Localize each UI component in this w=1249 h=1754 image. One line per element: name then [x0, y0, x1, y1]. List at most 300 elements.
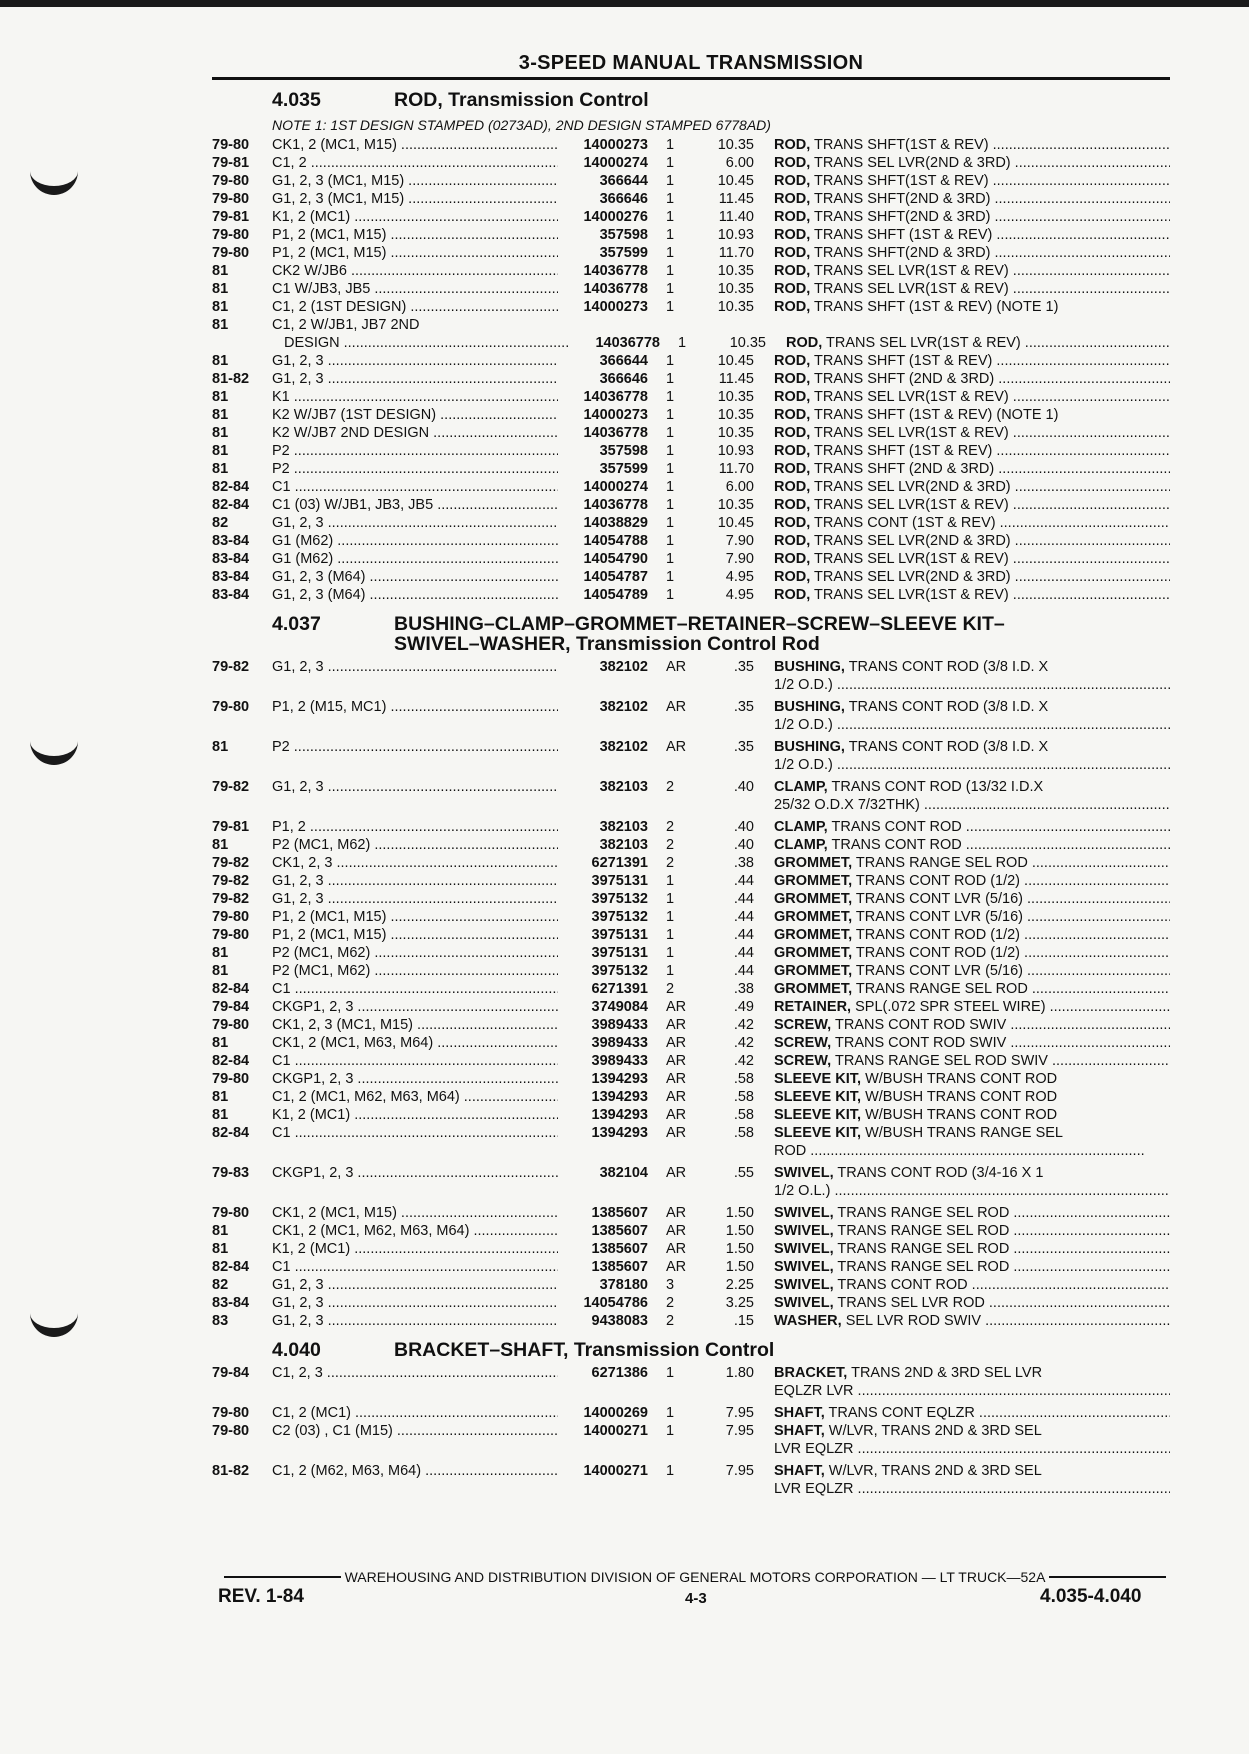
part-number: 14000271 — [583, 1463, 648, 1479]
quantity: 1 — [666, 461, 675, 477]
quantity: 1 — [666, 425, 675, 441]
model-year: 79-83 — [212, 1165, 250, 1181]
quantity: 1 — [666, 353, 675, 369]
table-row — [212, 1016, 1170, 1034]
quantity: AR — [666, 1125, 687, 1141]
part-name-detail: TRANS SHFT (2ND & 3RD) — [814, 371, 995, 387]
price: 1.50 — [725, 1223, 754, 1239]
part-name — [754, 208, 1170, 226]
table-row — [212, 388, 1170, 406]
part-number: 14054786 — [583, 1295, 648, 1311]
quantity: 1 — [666, 891, 675, 907]
model-year: 81 — [212, 963, 229, 979]
page-header-title: 3-SPEED MANUAL TRANSMISSION — [212, 52, 1170, 80]
model-year: 79-82 — [212, 891, 250, 907]
model-year: 82-84 — [212, 497, 250, 513]
part-name-detail: TRANS CONT ROD (3/4-16 X 1 — [837, 1165, 1044, 1181]
model-year: 79-80 — [212, 927, 250, 943]
part-name-detail: TRANS SEL LVR(2ND & 3RD) — [814, 479, 1011, 495]
part-name-detail: TRANS SHFT (1ST & REV) — [814, 353, 993, 369]
table-row — [212, 370, 1170, 388]
vehicle-description: CK1, 2, 3 ..... — [272, 854, 558, 872]
quantity: 1 — [666, 963, 675, 979]
table-row — [212, 496, 1170, 514]
part-name-keyword: ROD, — [774, 497, 811, 513]
part-name — [754, 532, 1170, 550]
part-number: 6271391 — [591, 855, 648, 871]
table-row — [212, 980, 1170, 998]
part-name-detail: TRANS RANGE SEL ROD — [837, 1259, 1010, 1275]
part-number-empty — [558, 796, 648, 814]
price: .15 — [733, 1313, 754, 1329]
part-name-keyword: SLEEVE KIT, — [774, 1071, 862, 1087]
price: .58 — [733, 1089, 754, 1105]
table-row — [212, 262, 1170, 280]
quantity: 1 — [666, 1405, 675, 1421]
parts-table — [212, 1364, 1170, 1498]
part-name — [754, 226, 1170, 244]
table-row — [212, 1034, 1170, 1052]
part-name-keyword: GROMMET, — [774, 927, 853, 943]
footer-rule-right — [1049, 1576, 1166, 1578]
quantity: 1 — [666, 173, 675, 189]
price-empty — [696, 1142, 754, 1160]
part-name-detail: W/LVR, TRANS 2ND & 3RD SEL — [828, 1463, 1042, 1479]
part-name — [754, 738, 1170, 756]
quantity: 1 — [666, 155, 675, 171]
table-row — [212, 658, 1170, 676]
quantity: AR — [666, 1259, 687, 1275]
quantity: 1 — [666, 569, 675, 585]
part-name-keyword: RETAINER, — [774, 999, 852, 1015]
price-empty — [696, 716, 754, 734]
vehicle-description: G1, 2, 3 ..... — [272, 352, 558, 370]
part-name-keyword: BUSHING, — [774, 699, 845, 715]
part-name — [754, 1240, 1170, 1258]
part-name — [754, 388, 1170, 406]
quantity: 1 — [678, 335, 687, 351]
vehicle-description-empty — [272, 1382, 558, 1400]
part-name — [754, 854, 1170, 872]
part-name-continuation: 25/32 O.D.X 7/32THK) ..... — [754, 796, 1170, 814]
table-row — [212, 514, 1170, 532]
model-year: 81 — [212, 837, 229, 853]
vehicle-description: C1 W/JB3, JB5 ..... — [272, 280, 558, 298]
table-row-continuation — [212, 1142, 1170, 1160]
part-name — [754, 1106, 1170, 1124]
vehicle-description: G1, 2, 3 (MC1, M15) ..... — [272, 190, 558, 208]
vehicle-description: G1, 2, 3 (M64) ..... — [272, 586, 558, 604]
vehicle-description: CK1, 2 (MC1, M63, M64) ..... — [272, 1034, 558, 1052]
vehicle-description-empty — [272, 716, 558, 734]
price: 1.50 — [725, 1259, 754, 1275]
table-row — [212, 1276, 1170, 1294]
part-number-empty — [558, 1480, 648, 1498]
part-number: 382103 — [599, 779, 648, 795]
price: .42 — [733, 1053, 754, 1069]
quantity: 1 — [666, 927, 675, 943]
part-name-keyword: ROD, — [774, 209, 811, 225]
model-year-empty — [212, 756, 272, 774]
model-year: 82 — [212, 515, 229, 531]
parts-table — [212, 658, 1170, 1330]
price: .44 — [733, 927, 754, 943]
table-row — [212, 424, 1170, 442]
part-number: 357599 — [599, 245, 648, 261]
part-name — [754, 998, 1170, 1016]
part-name-keyword: SWIVEL, — [774, 1205, 834, 1221]
part-name-detail: TRANS SEL LVR(1ST & REV) — [814, 551, 1009, 567]
vehicle-description: CKGP1, 2, 3 ..... — [272, 998, 558, 1016]
table-row — [212, 460, 1170, 478]
vehicle-description: G1, 2, 3 ..... — [272, 872, 558, 890]
table-row — [212, 550, 1170, 568]
part-name — [754, 1258, 1170, 1276]
vehicle-description: CK1, 2 (MC1, M15) ..... — [272, 1204, 558, 1222]
price: 7.95 — [725, 1423, 754, 1439]
price: 2.25 — [725, 1277, 754, 1293]
part-number: 378180 — [599, 1277, 648, 1293]
table-row — [212, 926, 1170, 944]
part-name — [754, 944, 1170, 962]
part-name-continuation: LVR EQLZR ..... — [754, 1440, 1170, 1458]
part-name — [754, 406, 1170, 424]
table-row — [212, 316, 1170, 334]
model-year: 81-82 — [212, 371, 250, 387]
table-row — [212, 1404, 1170, 1422]
part-name — [754, 1124, 1170, 1142]
part-number: 366644 — [599, 173, 648, 189]
table-row — [212, 442, 1170, 460]
part-name — [754, 280, 1170, 298]
quantity-empty — [648, 1382, 696, 1400]
model-year: 83-84 — [212, 1295, 250, 1311]
part-number: 357598 — [599, 227, 648, 243]
part-number: 3975131 — [591, 945, 648, 961]
quantity — [648, 316, 696, 334]
part-number: 14000269 — [583, 1405, 648, 1421]
table-row — [212, 944, 1170, 962]
price: 10.35 — [717, 299, 754, 315]
part-name-detail: TRANS RANGE SEL ROD — [837, 1223, 1010, 1239]
part-name-keyword: SCREW, — [774, 1053, 832, 1069]
part-name-keyword: SWIVEL, — [774, 1295, 834, 1311]
part-number: 1385607 — [591, 1223, 648, 1239]
table-row — [212, 280, 1170, 298]
part-name-detail: W/BUSH TRANS CONT ROD — [865, 1107, 1058, 1123]
part-number: 14054788 — [583, 533, 648, 549]
model-year: 79-80 — [212, 1405, 250, 1421]
table-row — [212, 998, 1170, 1016]
price: 10.45 — [717, 173, 754, 189]
quantity: 1 — [666, 909, 675, 925]
part-number: 382103 — [599, 819, 648, 835]
quantity: AR — [666, 1089, 687, 1105]
part-name-keyword: ROD, — [774, 245, 811, 261]
model-year: 81 — [212, 389, 229, 405]
model-year: 81 — [212, 461, 229, 477]
quantity: 1 — [666, 1423, 675, 1439]
vehicle-description: P1, 2 (M15, MC1) ..... — [272, 698, 558, 716]
price: 10.35 — [717, 263, 754, 279]
part-name-keyword: ROD, — [774, 551, 811, 567]
part-number: 382102 — [599, 659, 648, 675]
part-name-keyword: SHAFT, — [774, 1423, 825, 1439]
price: .44 — [733, 945, 754, 961]
part-number: 357598 — [599, 443, 648, 459]
table-row — [212, 136, 1170, 154]
part-name — [754, 1294, 1170, 1312]
price: .44 — [733, 873, 754, 889]
model-year: 79-80 — [212, 1017, 250, 1033]
vehicle-description: C1, 2 (M62, M63, M64) ..... — [272, 1462, 558, 1480]
part-name-continuation: ROD ..... — [754, 1142, 1170, 1160]
quantity: 1 — [666, 209, 675, 225]
vehicle-description-empty — [272, 756, 558, 774]
part-name-detail: TRANS SHFT(2ND & 3RD) — [814, 209, 991, 225]
model-year: 79-82 — [212, 659, 250, 675]
section-heading — [212, 614, 1170, 654]
vehicle-description: P2 ..... — [272, 460, 558, 478]
part-name-detail: TRANS CONT (1ST & REV) — [814, 515, 996, 531]
price: 10.35 — [717, 137, 754, 153]
part-name-detail: TRANS CONT ROD (1/2) — [855, 873, 1021, 889]
part-name-detail: TRANS CONT ROD (3/8 I.D. X — [848, 739, 1049, 755]
vehicle-description-empty — [272, 1480, 558, 1498]
table-row — [212, 1088, 1170, 1106]
price: .35 — [733, 699, 754, 715]
quantity: 1 — [666, 497, 675, 513]
part-name — [754, 658, 1170, 676]
price: 10.35 — [717, 281, 754, 297]
part-name — [754, 1204, 1170, 1222]
part-name-keyword: GROMMET, — [774, 909, 853, 925]
quantity: 1 — [666, 137, 675, 153]
table-row — [212, 1052, 1170, 1070]
model-year: 82 — [212, 1277, 229, 1293]
price: .58 — [733, 1071, 754, 1087]
part-number: 14000271 — [583, 1423, 648, 1439]
quantity: 1 — [666, 551, 675, 567]
vehicle-description-empty — [272, 676, 558, 694]
part-name-keyword: ROD, — [774, 155, 811, 171]
vehicle-description: K2 W/JB7 (1ST DESIGN) ..... — [272, 406, 558, 424]
table-row — [212, 836, 1170, 854]
price: .38 — [733, 855, 754, 871]
quantity-empty — [648, 1480, 696, 1498]
part-name-keyword: ROD, — [774, 263, 811, 279]
section-title-line: BRACKET–SHAFT, Transmission Control — [394, 1339, 775, 1361]
part-name-detail: TRANS CONT ROD — [837, 1277, 968, 1293]
vehicle-description: CK1, 2 (MC1, M15) ..... — [272, 136, 558, 154]
part-name-detail: TRANS CONT ROD (1/2) — [855, 945, 1021, 961]
vehicle-description: P2 (MC1, M62) ..... — [272, 836, 558, 854]
part-name-keyword: SWIVEL, — [774, 1223, 834, 1239]
price: .44 — [733, 909, 754, 925]
part-name — [754, 370, 1170, 388]
part-name-keyword: GROMMET, — [774, 981, 853, 997]
price: .35 — [733, 739, 754, 755]
part-number: 1385607 — [591, 1205, 648, 1221]
part-number: 366644 — [599, 353, 648, 369]
vehicle-description: CKGP1, 2, 3 ..... — [272, 1164, 558, 1182]
price-empty — [696, 1480, 754, 1498]
table-row — [212, 406, 1170, 424]
part-number: 382102 — [599, 739, 648, 755]
quantity: 1 — [666, 407, 675, 423]
model-year: 79-80 — [212, 245, 250, 261]
part-name-keyword: BUSHING, — [774, 739, 845, 755]
part-name-keyword: ROD, — [774, 137, 811, 153]
vehicle-description: G1, 2, 3 (M64) ..... — [272, 568, 558, 586]
part-name-detail: TRANS CONT LVR (5/16) — [855, 909, 1023, 925]
vehicle-description: C1, 2 (MC1, M62, M63, M64) ..... — [272, 1088, 558, 1106]
price: 10.35 — [717, 425, 754, 441]
part-name — [754, 1222, 1170, 1240]
part-name-keyword: GROMMET, — [774, 873, 853, 889]
table-row — [212, 738, 1170, 756]
quantity: AR — [666, 999, 687, 1015]
price: 6.00 — [725, 155, 754, 171]
quantity-empty — [648, 1440, 696, 1458]
quantity-empty — [648, 1142, 696, 1160]
vehicle-description: K1, 2 (MC1) ..... — [272, 208, 558, 226]
quantity-empty — [648, 676, 696, 694]
part-name-detail: TRANS RANGE SEL ROD SWIV — [834, 1053, 1048, 1069]
quantity: AR — [666, 1053, 687, 1069]
table-row — [212, 1106, 1170, 1124]
model-year-empty — [212, 796, 272, 814]
table-row-continuation — [212, 1182, 1170, 1200]
part-name-detail: TRANS SEL LVR(1ST & REV) — [826, 335, 1021, 351]
model-year: 79-80 — [212, 137, 250, 153]
part-number: 14036778 — [583, 281, 648, 297]
part-number: 14038829 — [583, 515, 648, 531]
part-number-empty — [558, 1182, 648, 1200]
vehicle-description: C1 ..... — [272, 1052, 558, 1070]
price: 10.93 — [717, 227, 754, 243]
part-name — [766, 334, 1170, 352]
part-name-detail: TRANS CONT ROD — [831, 837, 962, 853]
part-name-keyword: BRACKET, — [774, 1365, 848, 1381]
part-number: 357599 — [599, 461, 648, 477]
table-row — [212, 778, 1170, 796]
part-number: 3989433 — [591, 1035, 648, 1051]
part-name-detail: TRANS SEL LVR(1ST & REV) — [814, 389, 1009, 405]
model-year: 82-84 — [212, 1053, 250, 1069]
table-row — [212, 1364, 1170, 1382]
part-number — [558, 316, 648, 334]
vehicle-description: P1, 2 (MC1, M15) ..... — [272, 926, 558, 944]
part-name-detail: TRANS SEL LVR(1ST & REV) — [814, 587, 1009, 603]
part-name-detail: TRANS RANGE SEL ROD — [837, 1241, 1010, 1257]
model-year: 81 — [212, 299, 229, 315]
part-number: 1385607 — [591, 1241, 648, 1257]
section-title — [394, 90, 1170, 110]
table-row — [212, 226, 1170, 244]
section-title — [394, 614, 1170, 654]
vehicle-description: CK1, 2 (MC1, M62, M63, M64) ..... — [272, 1222, 558, 1240]
quantity: 2 — [666, 1313, 675, 1329]
price: 11.70 — [718, 245, 754, 261]
part-number: 14036778 — [583, 389, 648, 405]
quantity: 1 — [666, 227, 675, 243]
section-range: 4.035-4.040 — [1040, 1586, 1142, 1607]
part-name-detail: TRANS SHFT (1ST & REV) (NOTE 1) — [814, 299, 1059, 315]
top-border — [0, 0, 1249, 7]
part-name-keyword: GROMMET, — [774, 891, 853, 907]
price: 10.93 — [717, 443, 754, 459]
page-number: 4-3 — [685, 1590, 707, 1607]
part-name — [754, 836, 1170, 854]
vehicle-description: K1, 2 (MC1) ..... — [272, 1240, 558, 1258]
table-row — [212, 1222, 1170, 1240]
model-year: 81 — [212, 425, 229, 441]
model-year: 79-80 — [212, 909, 250, 925]
section-title-line: BUSHING–CLAMP–GROMMET–RETAINER–SCREW–SLEEVE KIT– — [394, 613, 1005, 635]
part-number: 3749084 — [591, 999, 648, 1015]
price: 10.35 — [717, 497, 754, 513]
part-name-detail: TRANS CONT LVR (5/16) — [855, 963, 1023, 979]
vehicle-description: C2 (03) , C1 (M15) ..... — [272, 1422, 558, 1440]
model-year-empty — [212, 1182, 272, 1200]
part-number: 14036778 — [583, 263, 648, 279]
table-row-continuation — [212, 1440, 1170, 1458]
part-name-keyword: SHAFT, — [774, 1463, 825, 1479]
part-name — [754, 298, 1170, 316]
model-year: 81-82 — [212, 1463, 250, 1479]
model-year: 81 — [212, 281, 229, 297]
table-row — [212, 334, 1170, 352]
part-name — [754, 1088, 1170, 1106]
part-name-keyword: GROMMET, — [774, 945, 853, 961]
vehicle-description: CK2 W/JB6 ..... — [272, 262, 558, 280]
part-name — [754, 890, 1170, 908]
model-year: 79-80 — [212, 1423, 250, 1439]
quantity: 1 — [666, 945, 675, 961]
quantity: 1 — [666, 191, 675, 207]
part-name-keyword: ROD, — [774, 299, 811, 315]
table-row-continuation — [212, 1480, 1170, 1498]
section-title-line: ROD, Transmission Control — [394, 89, 649, 111]
model-year: 82-84 — [212, 1259, 250, 1275]
model-year-empty — [212, 1382, 272, 1400]
price: 7.90 — [725, 533, 754, 549]
part-number: 14000273 — [583, 299, 648, 315]
punch-hole-mark — [30, 738, 78, 765]
quantity: AR — [666, 1107, 687, 1123]
model-year-empty — [212, 1142, 272, 1160]
model-year: 81 — [212, 317, 229, 333]
part-name — [754, 778, 1170, 796]
model-year: 79-84 — [212, 1365, 250, 1381]
price: .40 — [733, 819, 754, 835]
quantity: 1 — [666, 263, 675, 279]
table-row — [212, 908, 1170, 926]
model-year: 79-82 — [212, 873, 250, 889]
vehicle-description: P1, 2 (MC1, M15) ..... — [272, 244, 558, 262]
part-name-continuation: 1/2 O.L.) ..... — [754, 1182, 1170, 1200]
part-name — [754, 352, 1170, 370]
part-name-keyword: ROD, — [774, 461, 811, 477]
table-row — [212, 1294, 1170, 1312]
price: .44 — [733, 891, 754, 907]
part-name-keyword: SCREW, — [774, 1035, 832, 1051]
model-year — [212, 334, 272, 352]
part-name-detail: TRANS RANGE SEL ROD — [837, 1205, 1010, 1221]
part-number: 9438083 — [591, 1313, 648, 1329]
part-name-detail: TRANS SEL LVR(2ND & 3RD) — [814, 569, 1011, 585]
